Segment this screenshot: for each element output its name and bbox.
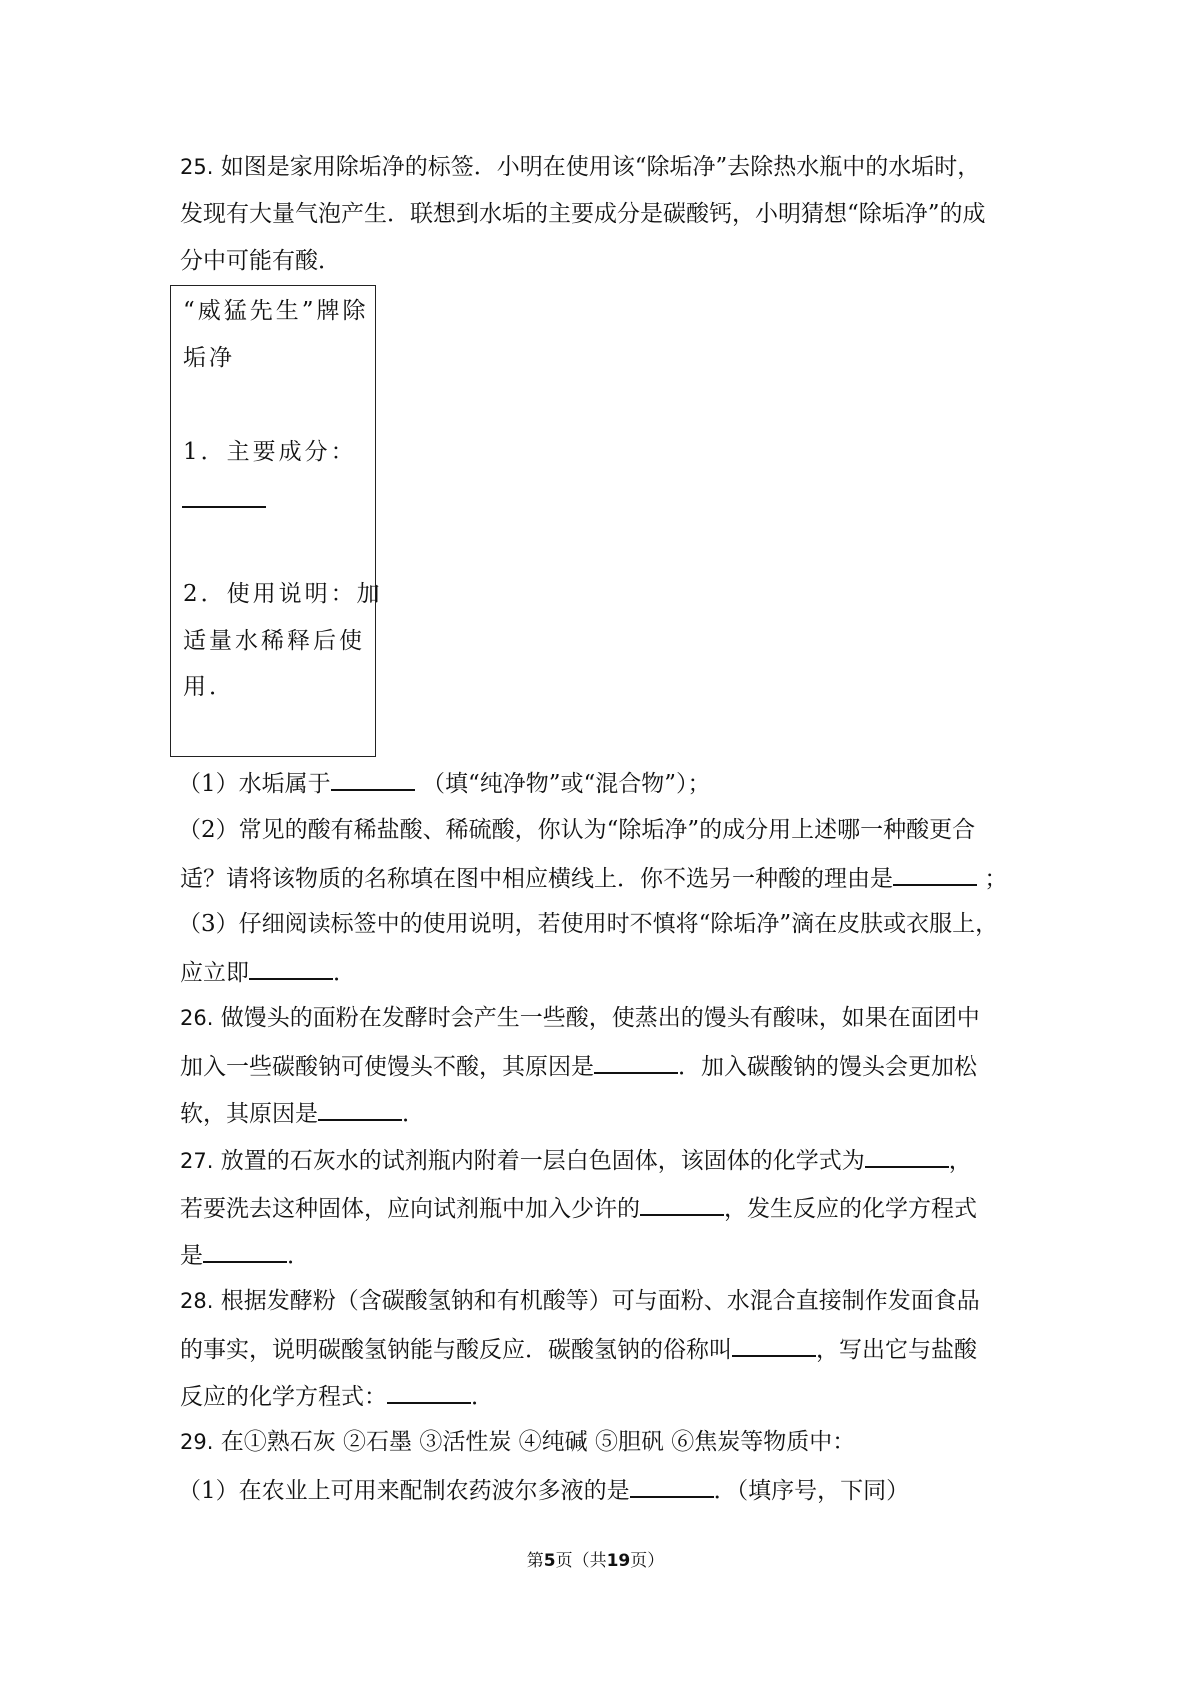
label-main-ingredient: 1．主要成分： (183, 439, 357, 465)
q26-text-2a: 加入一些碳酸钠可使馒头不酸，其原因是 (180, 1054, 594, 1080)
footer-suffix: 页） (630, 1551, 665, 1571)
q29-sub1-hint: ．（填序号，下同） (713, 1478, 910, 1504)
q29-line1 (180, 1427, 855, 1457)
punctuation: ． (471, 1384, 494, 1410)
q28-line1 (180, 1286, 980, 1316)
q25-sub2-text: 适？请将该物质的名称填在图中相应横线上．你不选另一种酸的理由是 (180, 866, 893, 892)
punctuation: ． (402, 1101, 425, 1127)
q27-line1 (180, 1144, 972, 1176)
q26-text-2b: ．加入碳酸钠的馒头会更加松 (678, 1054, 977, 1080)
q27-text-2b: ，发生反应的化学方程式 (724, 1196, 977, 1222)
total-pages: 19 (606, 1551, 631, 1571)
question-number: 29. (180, 1430, 214, 1454)
answer-blank (331, 767, 415, 791)
footer-middle: 页（共 (555, 1551, 607, 1571)
answer-blank (732, 1333, 816, 1357)
q26-text: 做馒头的面粉在发酵时会产生一些酸，使蒸出的馒头有酸味，如果在面团中 (220, 1005, 980, 1031)
question-number: 28. (180, 1289, 214, 1313)
q28-text-3a: 反应的化学方程式： (180, 1384, 387, 1410)
footer-prefix: 第 (526, 1551, 544, 1571)
q29-sub1 (178, 1474, 909, 1506)
q28-line2 (180, 1333, 977, 1365)
q26-line2 (180, 1050, 977, 1082)
punctuation: ； (984, 866, 1008, 892)
page-footer (0, 1546, 1191, 1571)
q25-sub2-line1: （2）常见的酸有稀盐酸、稀硫酸，你认为“除垢净”的成分用上述哪一种酸更合 (178, 817, 976, 843)
answer-blank (318, 1097, 402, 1121)
punctuation: ． (333, 960, 356, 986)
q25-sub3-line1: （3）仔细阅读标签中的使用说明，若使用时不慎将“除垢净”滴在皮肤或衣服上， (178, 911, 999, 937)
q25-sub3-text: 应立即 (180, 960, 249, 986)
answer-blank (203, 1239, 287, 1263)
q27-line2 (180, 1192, 977, 1224)
q27-line3 (180, 1239, 310, 1271)
q26-text-3a: 软，其原因是 (180, 1101, 318, 1127)
label-title: “威猛先生”牌除 (183, 298, 369, 324)
answer-blank (182, 506, 266, 508)
answer-blank (387, 1380, 471, 1404)
question-number: 27. (180, 1149, 214, 1173)
answer-blank (594, 1050, 678, 1074)
q25-line1 (180, 152, 980, 182)
q25-line3: 分中可能有酸． (180, 248, 341, 274)
q27-text-3a: 是 (180, 1243, 203, 1269)
q28-text-2a: 的事实，说明碳酸氢钠能与酸反应．碳酸氢钠的俗称叫 (180, 1337, 732, 1363)
q27-text: 放置的石灰水的试剂瓶内附着一层白色固体，该固体的化学式为 (220, 1148, 865, 1174)
label-usage-end: 用． (183, 674, 235, 700)
q25-sub1-hint: （填“纯净物”或“混合物”）； (421, 771, 711, 797)
answer-blank (640, 1192, 724, 1216)
q29-sub1-text: （1）在农业上可用来配制农药波尔多液的是 (178, 1478, 630, 1504)
q25-sub3-line2 (180, 956, 356, 988)
label-title-cont: 垢净 (183, 345, 235, 371)
q28-text-2b: ，写出它与盐酸 (816, 1337, 977, 1363)
q25-text: 如图是家用除垢净的标签．小明在使用该“除垢净”去除热水瓶中的水垢时， (220, 154, 981, 180)
q27-text-2a: 若要洗去这种固体，应向试剂瓶中加入少许的 (180, 1196, 640, 1222)
q29-text: 在①熟石灰 ②石墨 ③活性炭 ④纯碱 ⑤胆矾 ⑥焦炭等物质中： (220, 1429, 856, 1455)
q25-sub2-line2 (180, 862, 1007, 894)
q26-line1 (180, 1003, 980, 1033)
question-number: 26. (180, 1006, 214, 1030)
answer-blank (865, 1144, 949, 1168)
q25-sub1-text: （1）水垢属于 (178, 771, 331, 797)
q28-text: 根据发酵粉（含碳酸氢钠和有机酸等）可与面粉、水混合直接制作发面食品 (220, 1288, 980, 1314)
punctuation: ． (287, 1243, 310, 1269)
product-label-box (170, 285, 383, 757)
q26-line3 (180, 1097, 425, 1129)
label-usage-cont: 适量水稀释后使 (183, 628, 365, 654)
answer-blank (249, 956, 333, 980)
answer-blank (893, 862, 977, 886)
page-number: 5 (543, 1551, 556, 1571)
question-number: 25. (180, 155, 214, 179)
label-usage: 2．使用说明：加 (183, 581, 383, 607)
q28-line3 (180, 1380, 494, 1412)
q25-line2: 发现有大量气泡产生．联想到水垢的主要成分是碳酸钙，小明猜想“除垢净”的成 (180, 201, 986, 227)
answer-blank (630, 1474, 714, 1498)
q25-sub1 (178, 767, 711, 799)
punctuation: ， (948, 1148, 972, 1174)
